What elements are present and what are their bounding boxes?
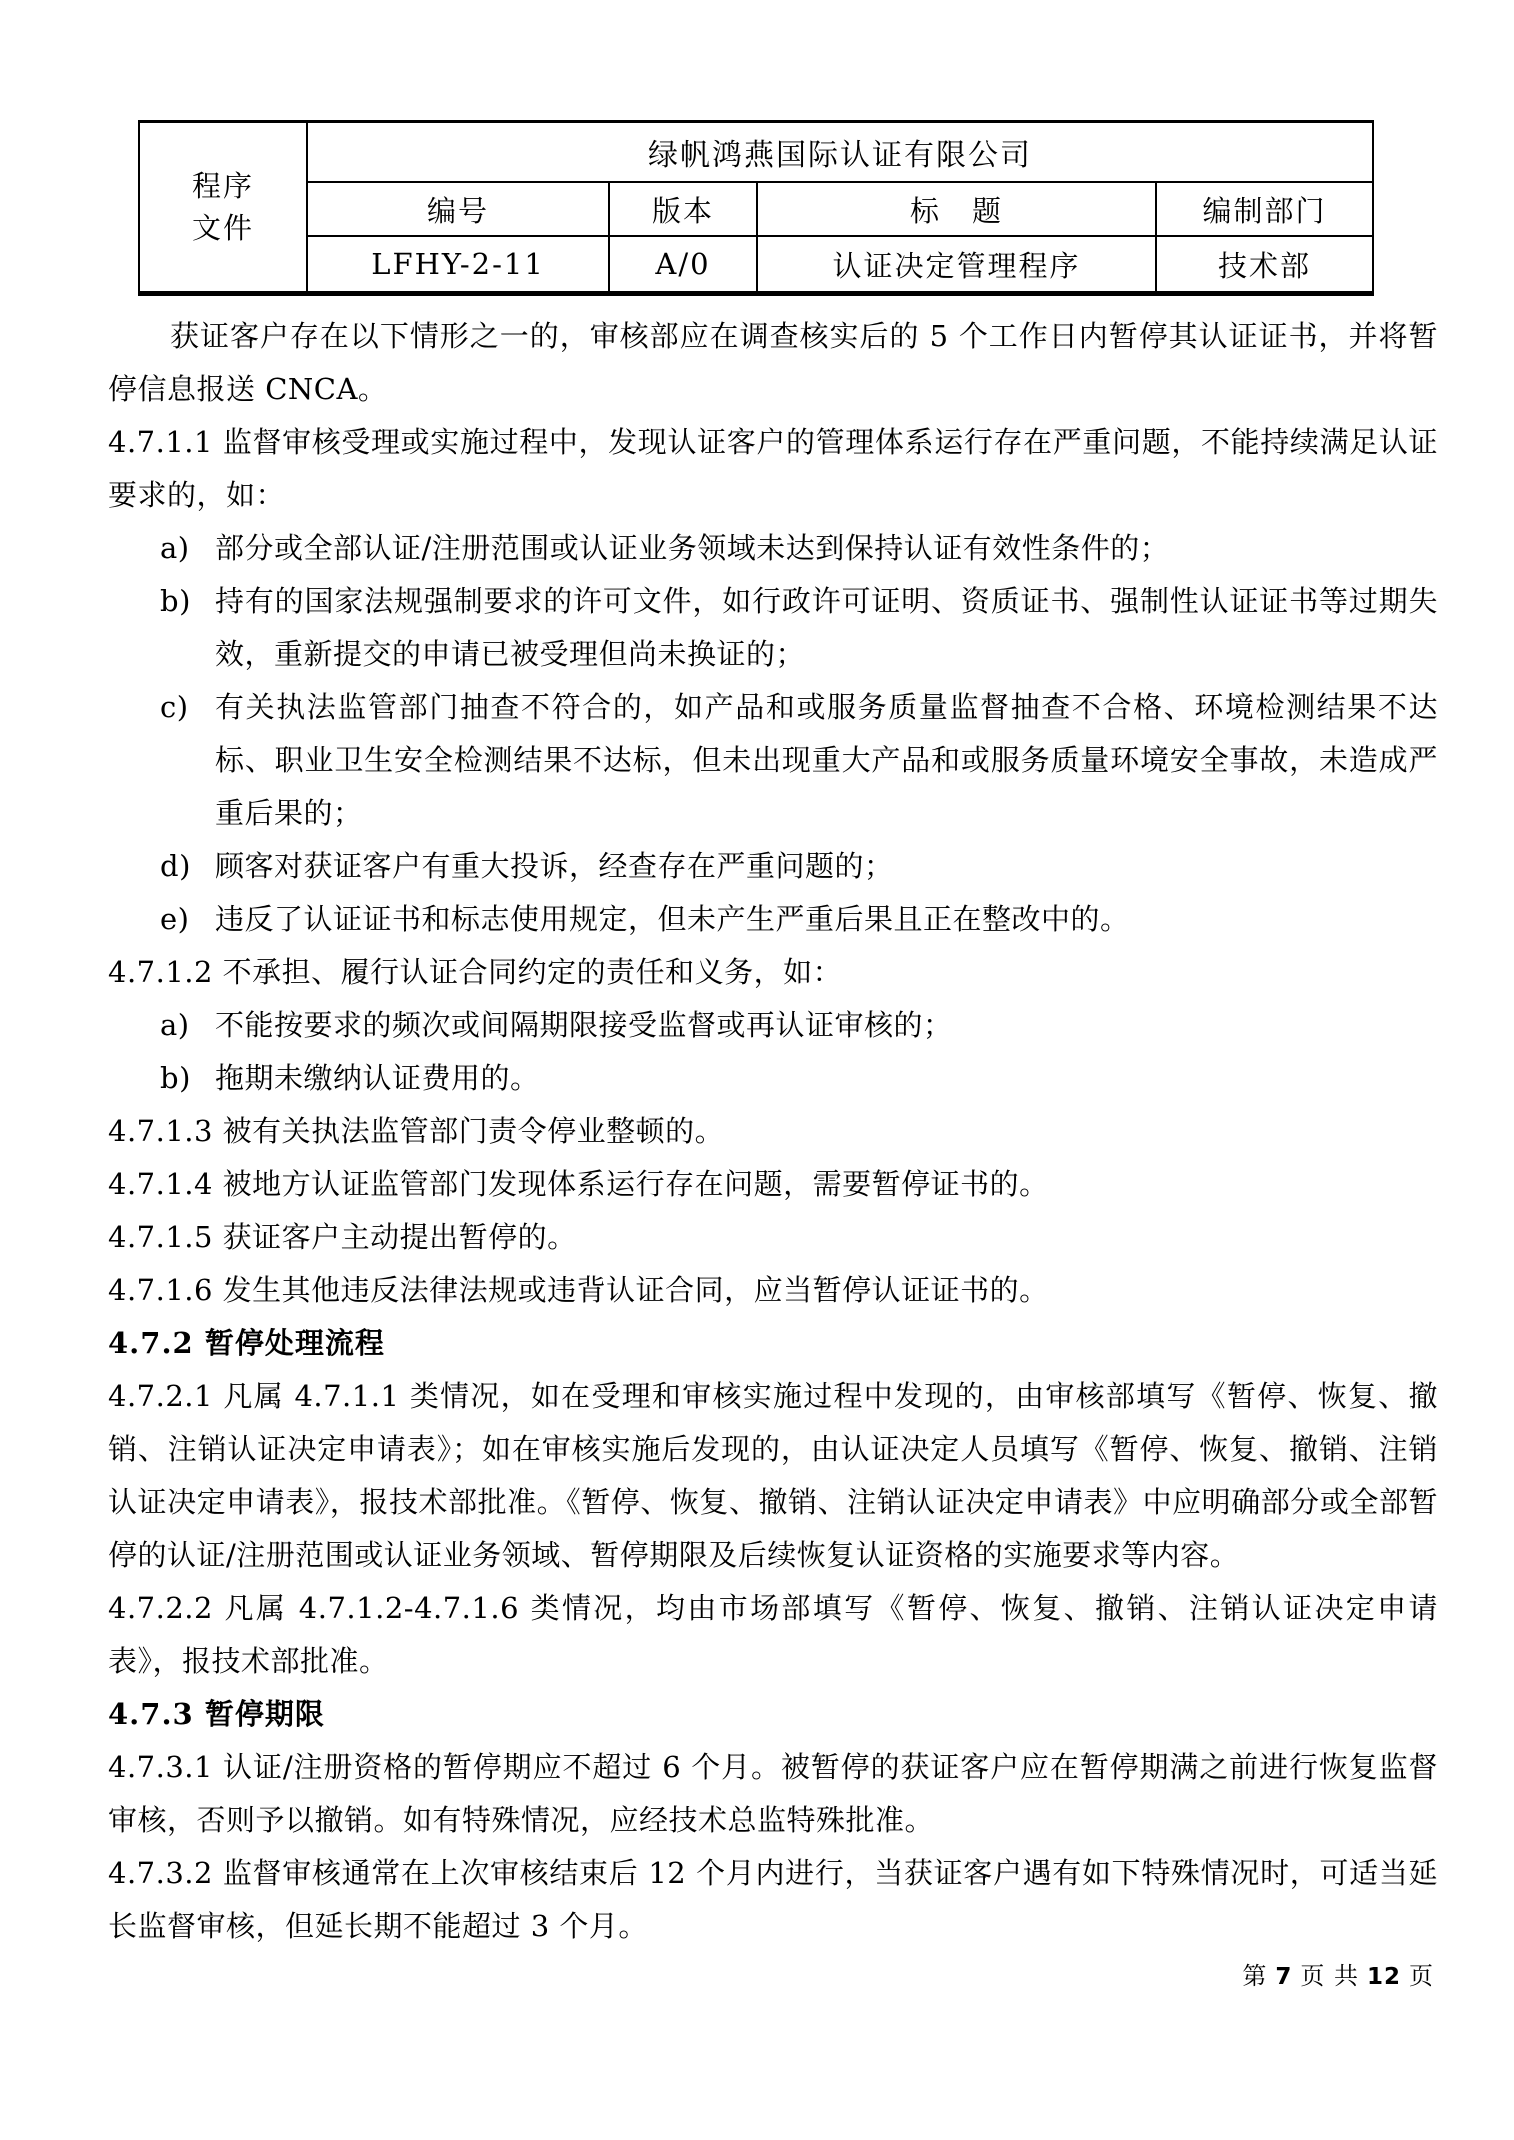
clause-4-7-1-2: 4.7.1.2 不承担、履行认证合同约定的责任和义务，如： bbox=[108, 955, 843, 989]
footer-total-pages: 12 bbox=[1366, 1964, 1401, 1990]
page-footer bbox=[1238, 1958, 1438, 1995]
list-item-text: 有关执法监管部门抽查不符合的，如产品和或服务质量监督抽查不合格、环境检测结果不达标、职业卫生安全检测结果不达标，但未出现重大产品和或服务质量环境安全事故，未造成严重后果的； bbox=[215, 690, 1438, 830]
list-marker: a) bbox=[160, 531, 190, 565]
clause-4-7-1-5: 4.7.1.5 获证客户主动提出暂停的。 bbox=[108, 1220, 577, 1254]
doc-title-value: 认证决定管理程序 bbox=[757, 236, 1156, 294]
footer-label-prefix: 第 bbox=[1242, 1962, 1268, 1990]
clause-4-7-1-6: 4.7.1.6 发生其他违反法律法规或违背认证合同，应当暂停认证证书的。 bbox=[108, 1273, 1049, 1307]
doc-version-value: A/0 bbox=[609, 236, 757, 294]
list-item-text: 部分或全部认证/注册范围或认证业务领域未达到保持认证有效性条件的； bbox=[215, 531, 1170, 565]
doc-type-line2: 文件 bbox=[191, 211, 254, 245]
list-item-text: 持有的国家法规强制要求的许可文件，如行政许可证明、资质证书、强制性认证证书等过期失效，重新提交的申请已被受理但尚未换证的； bbox=[215, 584, 1438, 671]
list-item-text: 不能按要求的频次或间隔期限接受监督或再认证审核的； bbox=[215, 1008, 953, 1042]
list-marker: a) bbox=[160, 1008, 190, 1042]
list-marker: e) bbox=[160, 902, 190, 936]
clause-4-7-2-2: 4.7.2.2 凡属 4.7.1.2-4.7.1.6 类情况，均由市场部填写《暂停、恢复、撤销、注销认证决定申请表》，报技术部批准。 bbox=[108, 1591, 1438, 1678]
list-item bbox=[108, 1052, 1438, 1105]
clause-4-7-1-4: 4.7.1.4 被地方认证监管部门发现体系运行存在问题，需要暂停证书的。 bbox=[108, 1167, 1049, 1201]
list-marker: b) bbox=[160, 584, 191, 618]
list-item bbox=[108, 681, 1438, 840]
doc-type-cell bbox=[139, 122, 307, 294]
list-item bbox=[108, 522, 1438, 575]
col-title-label: 标 题 bbox=[757, 182, 1156, 236]
col-number-label: 编号 bbox=[307, 182, 609, 236]
footer-label-suffix: 页 bbox=[1409, 1962, 1434, 1990]
col-version-label: 版本 bbox=[609, 182, 757, 236]
doc-dept-value: 技术部 bbox=[1156, 236, 1373, 294]
clause-4-7-2-1: 4.7.2.1 凡属 4.7.1.1 类情况，如在受理和审核实施过程中发现的，由审核部填写《暂停、恢复、撤销、注销认证决定申请表》；如在审核实施后发现的，由认证决定人员填写《暂停、恢复、撤销、注销认证决定申请表》，报技术部批准。《暂停、恢复、撤销、注销认证决定申请表》中应明确部分或全部暂停的认证/注册范围或认证业务领域、暂停期限及后续恢复认证资格的实施要求等内容。 bbox=[108, 1379, 1438, 1572]
section-heading-4-7-2: 4.7.2 暂停处理流程 bbox=[108, 1326, 385, 1360]
section-heading-4-7-3: 4.7.3 暂停期限 bbox=[108, 1697, 325, 1731]
list-marker: b) bbox=[160, 1061, 191, 1095]
list-item-text: 拖期未缴纳认证费用的。 bbox=[215, 1061, 540, 1095]
clause-4-7-3-2: 4.7.3.2 监督审核通常在上次审核结束后 12 个月内进行，当获证客户遇有如下特殊情况时，可适当延长监督审核，但延长期不能超过 3 个月。 bbox=[108, 1856, 1438, 1943]
clause-4-7-3-1: 4.7.3.1 认证/注册资格的暂停期应不超过 6 个月。被暂停的获证客户应在暂停期满之前进行恢复监督审核，否则予以撤销。如有特殊情况，应经技术总监特殊批准。 bbox=[108, 1750, 1438, 1837]
list-item bbox=[108, 999, 1438, 1052]
intro-paragraph: 获证客户存在以下情形之一的，审核部应在调查核实后的 5 个工作日内暂停其认证证书，并将暂停信息报送 CNCA。 bbox=[108, 319, 1438, 406]
list-item bbox=[108, 575, 1438, 681]
header-table bbox=[138, 120, 1374, 296]
clause-4-7-1-1: 4.7.1.1 监督审核受理或实施过程中，发现认证客户的管理体系运行存在严重问题，不能持续满足认证要求的，如： bbox=[108, 425, 1438, 512]
footer-page-number: 7 bbox=[1275, 1964, 1293, 1990]
list-marker: c) bbox=[160, 690, 189, 724]
document-body bbox=[108, 310, 1438, 1953]
clause-4-7-1-3: 4.7.1.3 被有关执法监管部门责令停业整顿的。 bbox=[108, 1114, 725, 1148]
footer-label-middle: 页 共 bbox=[1300, 1962, 1359, 1990]
doc-type-line1: 程序 bbox=[191, 169, 254, 203]
list-marker: d) bbox=[160, 849, 191, 883]
list-item-text: 违反了认证证书和标志使用规定，但未产生严重后果且正在整改中的。 bbox=[215, 902, 1130, 936]
col-dept-label: 编制部门 bbox=[1156, 182, 1373, 236]
list-item bbox=[108, 893, 1438, 946]
list-item bbox=[108, 840, 1438, 893]
company-name: 绿帆鸿燕国际认证有限公司 bbox=[307, 122, 1373, 183]
doc-number-value: LFHY-2-11 bbox=[307, 236, 609, 294]
list-item-text: 顾客对获证客户有重大投诉，经查存在严重问题的； bbox=[215, 849, 894, 883]
